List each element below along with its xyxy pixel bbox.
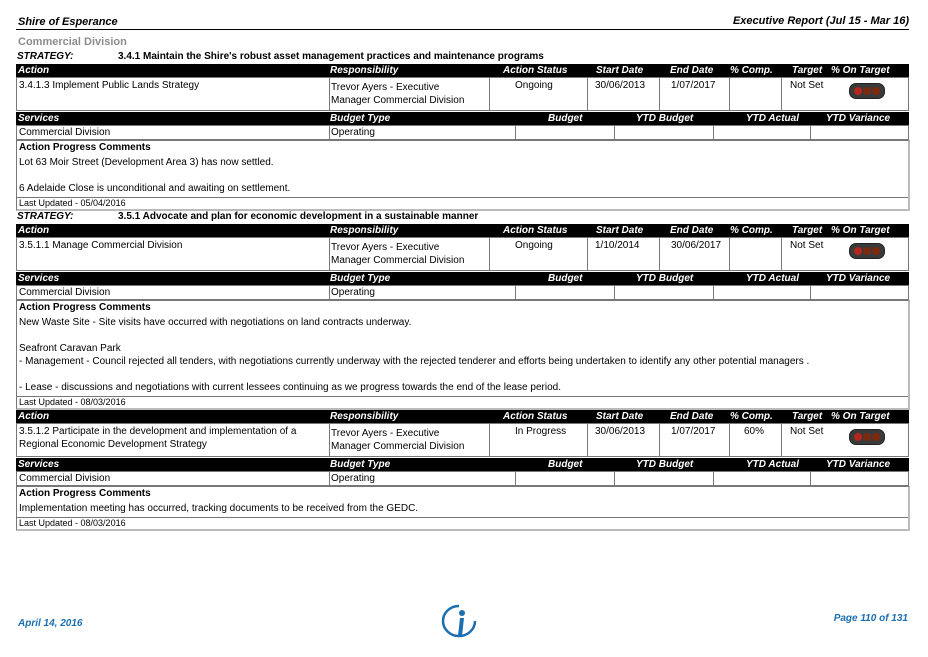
cell-divider: [659, 238, 660, 270]
action-header-bar: [16, 410, 909, 423]
column-header-budget-type: Budget Type: [330, 273, 391, 284]
budget-type: Operating: [331, 473, 375, 484]
cell-divider: [781, 238, 782, 270]
cell-divider: [659, 424, 660, 456]
traffic-light-icon: [849, 83, 885, 99]
action-progress-comments: [16, 300, 910, 410]
cell-divider: [614, 286, 615, 299]
comment-line: Seafront Caravan Park: [19, 343, 121, 354]
end-date: 1/07/2017: [671, 426, 716, 437]
column-header-responsibility: Responsibility: [330, 65, 399, 76]
column-header-action: Action: [18, 225, 50, 236]
column-header-action: Action: [18, 411, 50, 422]
comment-line: Implementation meeting has occurred, tracking documents to be received from the GEDC.: [19, 503, 419, 514]
column-header-on-target: % On Target: [831, 65, 890, 76]
services-row: [16, 125, 909, 140]
cell-divider: [713, 472, 714, 485]
column-header-end: End Date: [670, 411, 714, 422]
start-date: 30/06/2013: [595, 426, 646, 437]
services-header-bar: [16, 272, 909, 285]
cell-divider: [587, 424, 588, 456]
action-progress-comments: [16, 140, 910, 211]
column-header-status: Action Status: [503, 65, 568, 76]
last-updated-text: Last Updated - 08/03/2016: [19, 518, 126, 528]
last-updated-text: Last Updated - 05/04/2016: [19, 198, 126, 208]
cell-divider: [515, 126, 516, 139]
action-header-bar: [16, 64, 909, 77]
cell-divider: [810, 472, 811, 485]
column-header-comp: % Comp.: [730, 65, 773, 76]
action-header-bar: [16, 224, 909, 237]
column-header-ytd-variance: YTD Variance: [826, 273, 891, 284]
action-status: Ongoing: [515, 80, 553, 91]
comments-heading: Action Progress Comments: [19, 302, 151, 313]
action-status: In Progress: [515, 426, 567, 437]
action-row: [16, 237, 909, 271]
cell-divider: [781, 424, 782, 456]
info-i-logo-icon: [440, 604, 478, 638]
column-header-ytd-actual: YTD Actual: [746, 273, 799, 284]
cell-divider: [729, 78, 730, 110]
end-date: 30/06/2017: [671, 240, 722, 251]
strategy-line: [16, 51, 909, 64]
column-header-ytd-budget: YTD Budget: [636, 459, 694, 470]
target-value: Not Set: [790, 240, 824, 251]
cell-divider: [587, 238, 588, 270]
strategy-title: 3.5.1 Advocate and plan for economic development in a sustainable manner: [118, 211, 479, 222]
last-updated: [17, 517, 908, 529]
service-name: Commercial Division: [19, 473, 111, 484]
comment-line: - Management - Council rejected all tenders, with negotiations currently underway with the rejected tenderer and efforts being undertaken to identify any other potential managers .: [19, 356, 810, 367]
strategy-title: 3.4.1 Maintain the Shire's robust asset management practices and maintenance programs: [118, 51, 544, 62]
column-header-status: Action Status: [503, 411, 568, 422]
column-header-start: Start Date: [596, 225, 644, 236]
column-header-ytd-budget: YTD Budget: [636, 113, 694, 124]
cell-divider: [489, 238, 490, 270]
start-date: 30/06/2013: [595, 80, 646, 91]
cell-divider: [713, 286, 714, 299]
last-updated: [17, 396, 908, 408]
comments-heading: Action Progress Comments: [19, 142, 151, 153]
traffic-light-icon: [849, 429, 885, 445]
services-header-bar: [16, 458, 909, 471]
cell-divider: [659, 78, 660, 110]
column-header-responsibility: Responsibility: [330, 225, 399, 236]
responsibility-name: Trevor Ayers - Executive: [331, 82, 440, 93]
services-row: [16, 471, 909, 486]
action-row: [16, 423, 909, 457]
cell-divider: [587, 78, 588, 110]
column-header-start: Start Date: [596, 65, 644, 76]
cell-divider: [329, 286, 330, 299]
action-status: Ongoing: [515, 240, 553, 251]
comments-heading: Action Progress Comments: [19, 488, 151, 499]
cell-divider: [781, 78, 782, 110]
action-name: 3.4.1.3 Implement Public Lands Strategy: [19, 80, 200, 91]
service-name: Commercial Division: [19, 287, 111, 298]
responsibility-name: Manager Commercial Division: [331, 255, 465, 266]
column-header-target: Target: [792, 225, 823, 236]
division-heading: Commercial Division: [18, 36, 127, 48]
footer-date: April 14, 2016: [18, 618, 83, 629]
responsibility-name: Manager Commercial Division: [331, 95, 465, 106]
column-header-ytd-budget: YTD Budget: [636, 273, 694, 284]
responsibility-name: Trevor Ayers - Executive: [331, 428, 440, 439]
action-progress-comments: [16, 486, 910, 531]
cell-divider: [515, 286, 516, 299]
column-header-responsibility: Responsibility: [330, 411, 399, 422]
column-header-ytd-variance: YTD Variance: [826, 459, 891, 470]
responsibility-name: Trevor Ayers - Executive: [331, 242, 440, 253]
cell-divider: [810, 126, 811, 139]
cell-divider: [810, 286, 811, 299]
responsibility-name: Manager Commercial Division: [331, 441, 465, 452]
cell-divider: [729, 238, 730, 270]
action-name: 3.5.1.1 Manage Commercial Division: [19, 240, 183, 251]
cell-divider: [713, 126, 714, 139]
percent-complete: 60%: [744, 426, 765, 437]
column-header-budget-type: Budget Type: [330, 459, 391, 470]
column-header-on-target: % On Target: [831, 411, 890, 422]
target-value: Not Set: [790, 426, 824, 437]
cell-divider: [489, 78, 490, 110]
budget-type: Operating: [331, 287, 375, 298]
cell-divider: [614, 472, 615, 485]
column-header-end: End Date: [670, 225, 714, 236]
services-header-bar: [16, 112, 909, 125]
start-date: 1/10/2014: [595, 240, 640, 251]
column-header-budget: Budget: [548, 113, 583, 124]
column-header-target: Target: [792, 65, 823, 76]
column-header-comp: % Comp.: [730, 411, 773, 422]
report-title: Executive Report (Jul 15 - Mar 16): [732, 15, 909, 27]
column-header-ytd-variance: YTD Variance: [826, 113, 891, 124]
strategy-label: STRATEGY:: [17, 211, 74, 222]
column-header-ytd-actual: YTD Actual: [746, 459, 799, 470]
cell-divider: [329, 78, 330, 110]
column-header-ytd-actual: YTD Actual: [746, 113, 799, 124]
column-header-budget: Budget: [548, 459, 583, 470]
services-row: [16, 285, 909, 300]
last-updated: [17, 197, 908, 209]
strategy-label: STRATEGY:: [17, 51, 74, 62]
column-header-services: Services: [18, 113, 60, 124]
action-name: Regional Economic Development Strategy: [19, 439, 207, 450]
comment-line: - Lease - discussions and negotiations with current lessees continuing as we progress towards the end of the lease period.: [19, 382, 561, 393]
cell-divider: [329, 238, 330, 270]
cell-divider: [489, 424, 490, 456]
column-header-budget: Budget: [548, 273, 583, 284]
column-header-services: Services: [18, 273, 60, 284]
header-divider: [16, 29, 909, 30]
last-updated-text: Last Updated - 08/03/2016: [19, 397, 126, 407]
budget-type: Operating: [331, 127, 375, 138]
column-header-end: End Date: [670, 65, 714, 76]
column-header-comp: % Comp.: [730, 225, 773, 236]
service-name: Commercial Division: [19, 127, 111, 138]
cell-divider: [614, 126, 615, 139]
comment-line: 6 Adelaide Close is unconditional and awaiting on settlement.: [19, 183, 291, 194]
cell-divider: [329, 472, 330, 485]
traffic-light-icon: [849, 243, 885, 259]
action-name: 3.5.1.2 Participate in the development and implementation of a: [19, 426, 297, 437]
organisation-name: Shire of Esperance: [18, 16, 118, 28]
strategy-line: [16, 211, 909, 224]
column-header-services: Services: [18, 459, 60, 470]
page-number: Page 110 of 131: [833, 613, 908, 624]
column-header-action: Action: [18, 65, 50, 76]
cell-divider: [515, 472, 516, 485]
column-header-on-target: % On Target: [831, 225, 890, 236]
column-header-budget-type: Budget Type: [330, 113, 391, 124]
cell-divider: [729, 424, 730, 456]
target-value: Not Set: [790, 80, 824, 91]
column-header-target: Target: [792, 411, 823, 422]
end-date: 1/07/2017: [671, 80, 716, 91]
cell-divider: [329, 126, 330, 139]
comment-line: New Waste Site - Site visits have occurred with negotiations on land contracts underway.: [19, 317, 412, 328]
column-header-status: Action Status: [503, 225, 568, 236]
cell-divider: [329, 424, 330, 456]
column-header-start: Start Date: [596, 411, 644, 422]
action-row: [16, 77, 909, 111]
comment-line: Lot 63 Moir Street (Development Area 3) has now settled.: [19, 157, 274, 168]
